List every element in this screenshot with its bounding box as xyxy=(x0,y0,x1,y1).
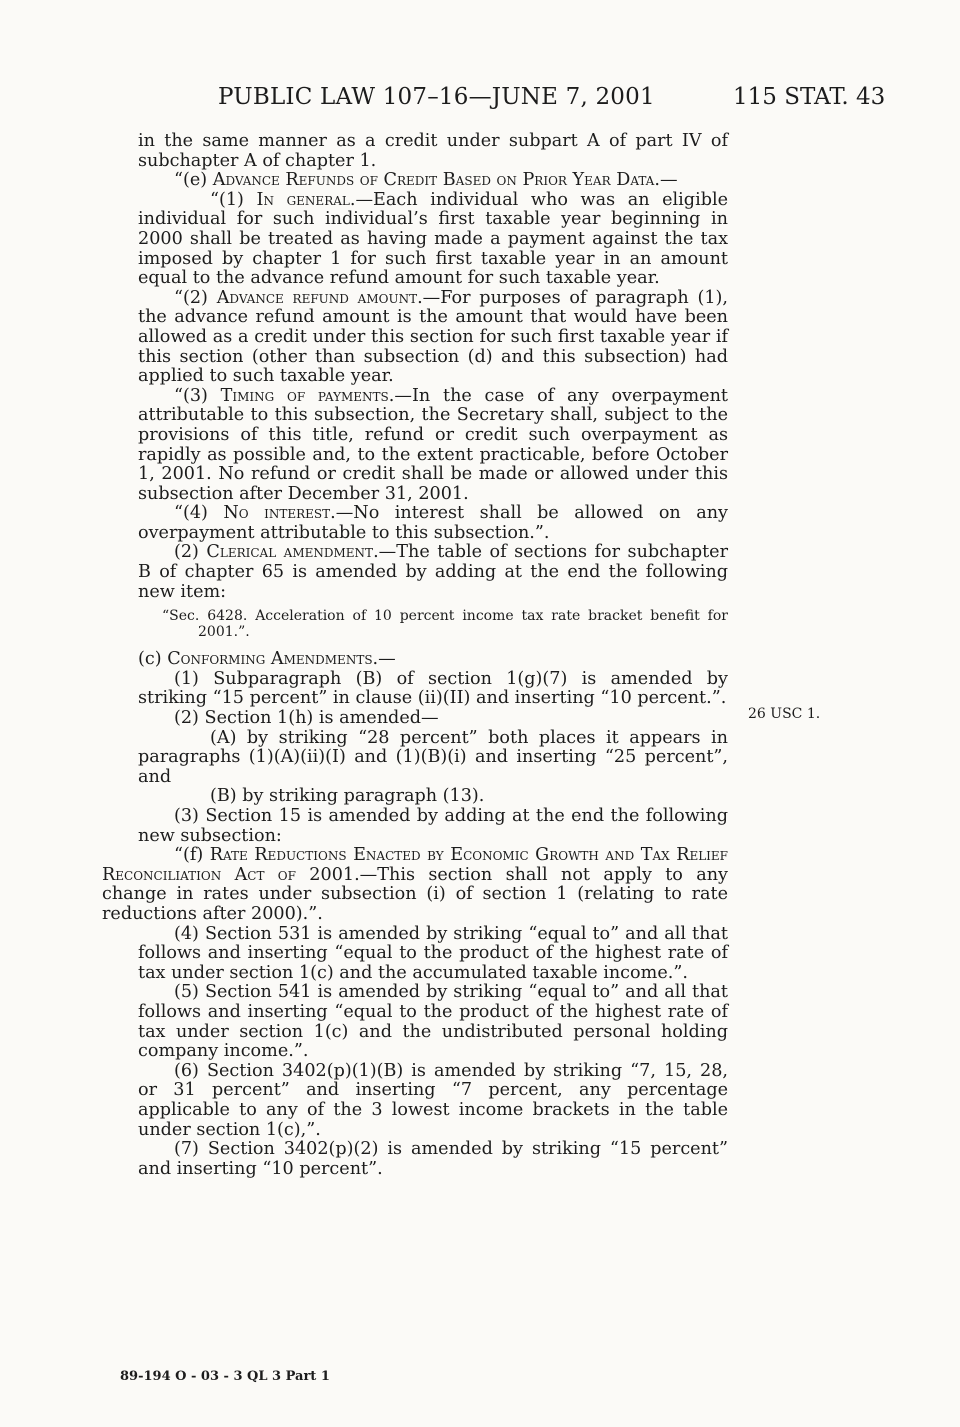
running-head: PUBLIC LAW 107–16—JUNE 7, 2001 xyxy=(218,84,655,110)
paragraph-1: “(1) In general.—Each individual who was an eligible individual for such individual’s first taxable year beginning in 2000 shall be treated as having made a payment against the tax imposed by chapter 1 for such first taxable year in an amount equal to the advance refund amount for such taxable year. xyxy=(138,189,728,289)
margin-citation: 26 USC 1. xyxy=(748,706,821,722)
conforming-amendment-2: (2) Section 1(h) is amended— xyxy=(174,708,439,729)
conforming-amendment-3: (3) Section 15 is amended by adding at the end the following new subsection: xyxy=(138,806,728,846)
statute-page-number: 115 STAT. 43 xyxy=(733,84,886,110)
conforming-amendment-1: (1) Subparagraph (B) of section 1(g)(7) is amended by striking “15 percent” in clause (ii)(II) and inserting “10 percent.”. xyxy=(138,668,728,709)
subsection-f: “(f) Rate Reductions Enacted by Economic Growth and Tax Relief Reconciliation Act of 2001.—This section shall not apply to any change in rates under subsection (i) of section 1 (relating to rate reductions after 2000).”. xyxy=(102,845,729,924)
paragraph-2: “(2) Advance refund amount.—For purposes of paragraph (1), the advance refund amount is the amount that would have been allowed as a credit under this section for such first taxable year if this section (other than subsection (d) and this subsection) had applied to such taxable year. xyxy=(138,287,728,387)
conforming-amendment-5: (5) Section 541 is amended by striking “equal to” and all that follows and inserting “equal to the product of the highest rate of tax under section 1(c) and the undistributed personal holding company income.”. xyxy=(138,982,728,1062)
paragraph-continuation: in the same manner as a credit under subpart A of part IV of subchapter A of chapter 1. xyxy=(138,131,728,171)
conforming-amendment-7: (7) Section 3402(p)(2) is amended by striking “15 percent” and inserting “10 percent”. xyxy=(138,1139,728,1179)
paragraph-3: “(3) Timing of payments.—In the case of any overpayment attributable to this subsection, the Secretary shall, subject to the provisions of this title, refund or credit such overpayment as rapidly as possible and, to the extent practicable, before October 1, 2001. No refund or credit shall be made or allowed under this subsection after December 31, 2001. xyxy=(138,385,728,504)
document-body xyxy=(102,131,729,1179)
print-job-footer: 89-194 O - 03 - 3 QL 3 Part 1 xyxy=(120,1369,330,1384)
conforming-amendment-2b: (B) by striking paragraph (13). xyxy=(210,786,485,807)
conforming-amendment-6: (6) Section 3402(p)(1)(B) is amended by striking “7, 15, 28, or 31 percent” and inserting “7 percent, any percentage applicable to any of the 3 lowest income brackets in the table under section 1(c),”. xyxy=(138,1060,728,1140)
conforming-amendment-4: (4) Section 531 is amended by striking “equal to” and all that follows and inserting “equal to the product of the highest rate of tax under section 1(c) and the accumulated taxable income.”. xyxy=(138,923,728,983)
conforming-amendment-2a: (A) by striking “28 percent” both places it appears in paragraphs (1)(A)(ii)(I) and (1)(B)(i) and inserting “25 percent”, and xyxy=(138,727,728,787)
table-of-sections-item: “Sec. 6428. Acceleration of 10 percent income tax rate bracket benefit for 2001.”. xyxy=(162,608,728,641)
subsection-c-heading: (c) Conforming Amendments.— xyxy=(138,649,396,670)
subsection-e-heading: “(e) Advance Refunds of Credit Based on Prior Year Data.— xyxy=(174,170,678,191)
clerical-amendment: (2) Clerical amendment.—The table of sections for subchapter B of chapter 65 is amended by adding at the end the following new item: xyxy=(138,542,728,602)
paragraph-4: “(4) No interest.—No interest shall be allowed on any overpayment attributable to this subsection.”. xyxy=(138,503,728,543)
